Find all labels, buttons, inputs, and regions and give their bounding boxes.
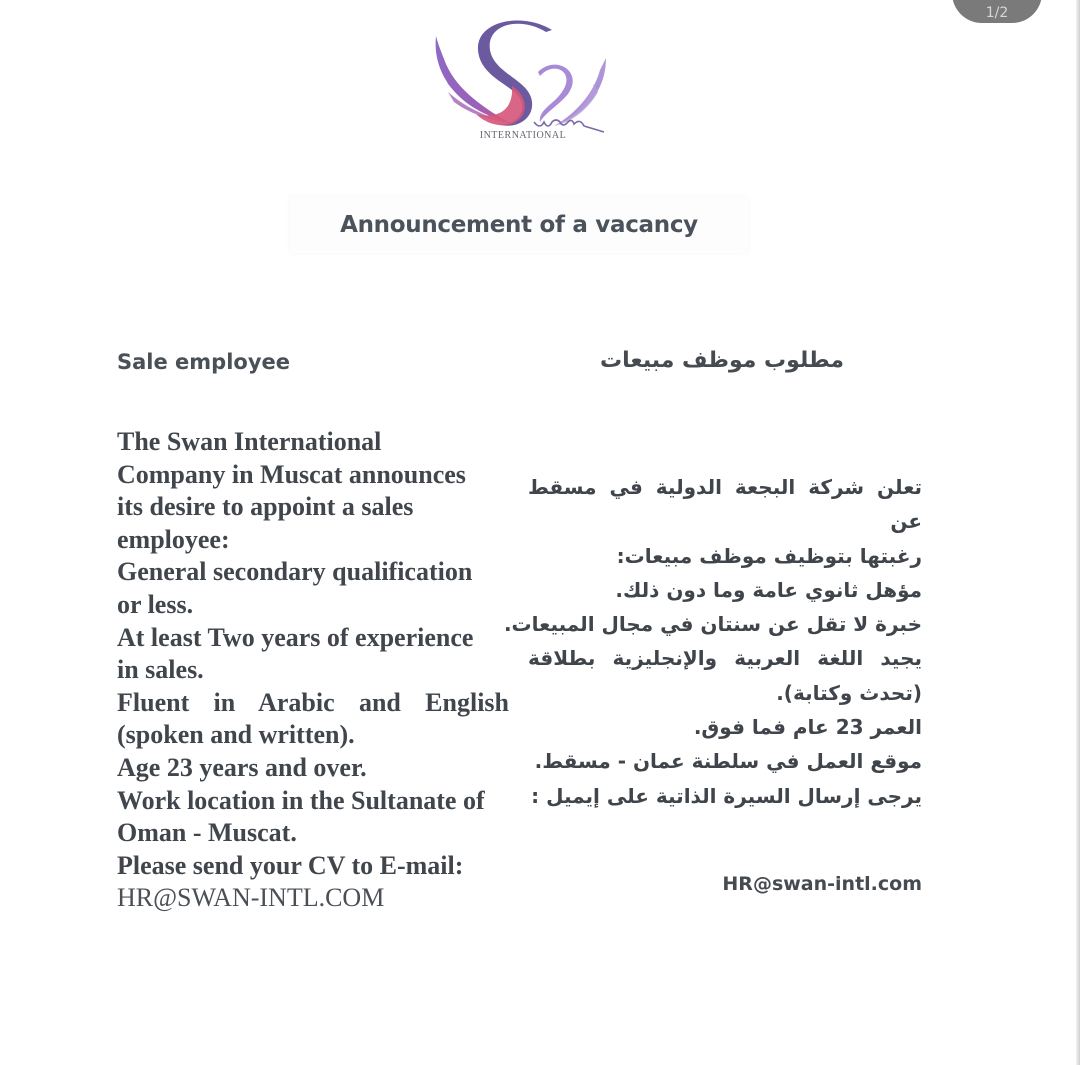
arabic-line: مؤهل ثانوي عامة وما دون ذلك. <box>615 577 922 602</box>
arabic-line: خبرة لا تقل عن سنتان في مجال المبيعات. <box>503 612 922 637</box>
english-line: Age 23 years and over. <box>117 752 367 782</box>
arabic-job-heading: مطلوب موظف مبيعات <box>600 348 844 373</box>
english-line: Fluent in Arabic and English <box>117 687 509 717</box>
arabic-line: موقع العمل في سلطنة عمان - مسقط. <box>534 749 922 774</box>
arabic-description <box>503 470 922 813</box>
english-line: General secondary qualification <box>117 557 473 587</box>
swan-small-neck <box>538 65 573 122</box>
english-line: employee: <box>117 524 230 554</box>
arabic-line: العمر 23 عام فما فوق. <box>693 715 922 740</box>
swan-logo-icon <box>428 14 618 149</box>
announcement-title: Announcement of a vacancy <box>340 212 698 238</box>
arabic-line: (تحدث وكتابة). <box>776 680 922 705</box>
english-description <box>117 426 509 915</box>
english-line: Company in Muscat announces <box>117 459 466 489</box>
english-line: in sales. <box>117 655 204 685</box>
arabic-line: يجيد اللغة العربية والإنجليزية بطلاقة <box>528 646 922 671</box>
arabic-line: تعلن شركة البجعة الدولية في مسقط عن <box>528 475 922 534</box>
english-line: Oman - Muscat. <box>117 818 297 848</box>
arabic-line: يرجى إرسال السيرة الذاتية على إيميل : <box>531 783 922 808</box>
page-edge-scrollbar[interactable] <box>1076 0 1080 1065</box>
english-job-heading: Sale employee <box>117 350 291 374</box>
english-email-link[interactable]: HR@SWAN-INTL.COM <box>117 883 385 913</box>
arabic-email-link[interactable]: HR@swan-intl.com <box>722 873 922 895</box>
page-indicator-badge <box>952 0 1042 23</box>
title-box <box>290 197 748 253</box>
english-line: Work location in the Sultanate of <box>117 785 485 815</box>
english-line: The Swan International <box>117 427 382 456</box>
english-line: Please send your CV to E-mail: <box>117 850 464 880</box>
arabic-line: رغبتها بتوظيف موظف مبيعات: <box>616 543 922 568</box>
english-line: At least Two years of experience <box>117 622 474 652</box>
english-line: (spoken and written). <box>117 720 355 750</box>
english-line: its desire to appoint a sales <box>117 492 414 522</box>
page-indicator-text: 1/2 <box>985 5 1009 21</box>
english-line: or less. <box>117 589 194 619</box>
logo-caption: INTERNATIONAL <box>479 130 567 141</box>
